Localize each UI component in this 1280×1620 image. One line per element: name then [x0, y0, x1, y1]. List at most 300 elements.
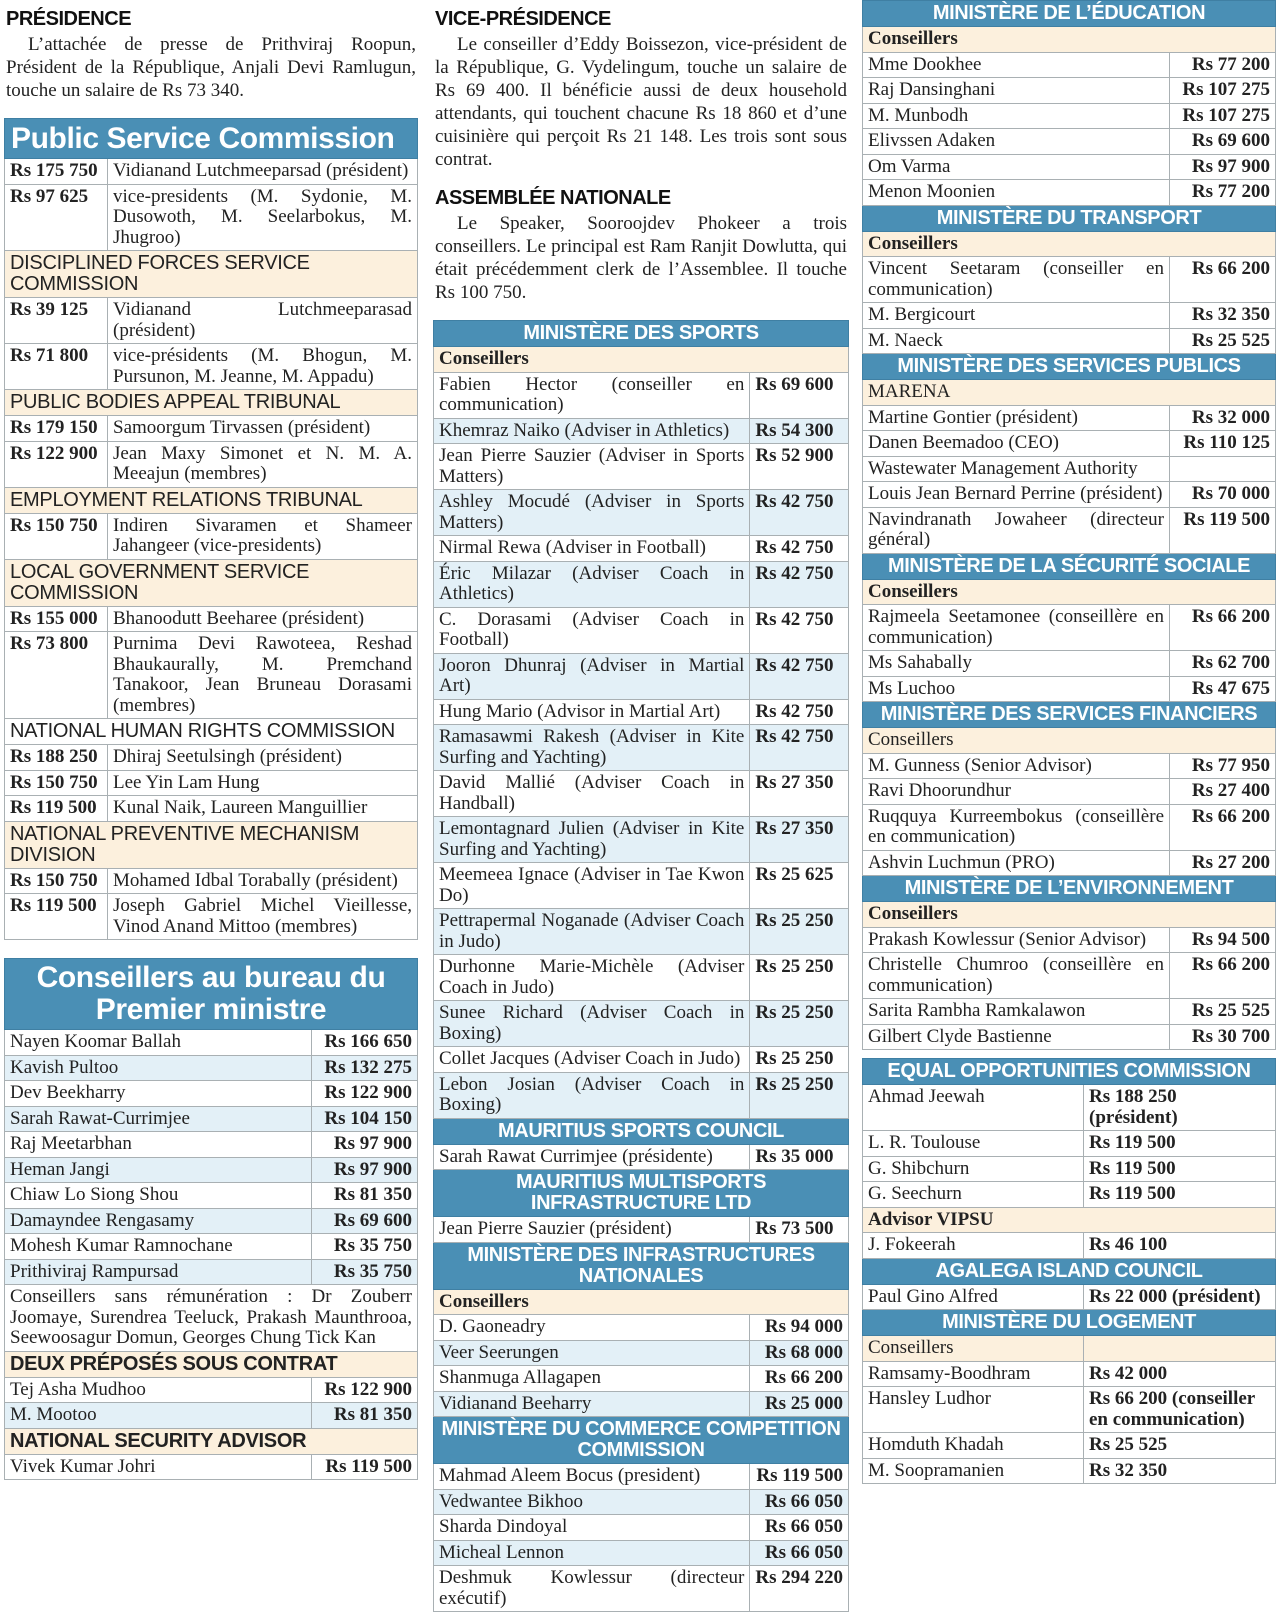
section-header [863, 1, 1276, 27]
table-row [5, 1183, 418, 1209]
table-row [434, 1001, 849, 1047]
table-row [434, 1515, 849, 1541]
salary: Rs 188 250 [5, 745, 108, 771]
salary: Rs 25 525 [1170, 999, 1276, 1025]
table-row [5, 745, 418, 771]
person-name: Menon Moonien [863, 180, 1170, 206]
salary: Rs 150 750 [5, 868, 108, 894]
table-row [863, 850, 1276, 876]
person-name: Heman Jangi [5, 1157, 312, 1183]
person-name: Tej Asha Mudhoo [5, 1377, 312, 1403]
salary: Rs 54 300 [750, 418, 849, 444]
person-name: Pettrapermal Noganade (Adviser Coach in Judo) [434, 909, 750, 955]
salary: Rs 77 200 [1170, 180, 1276, 206]
subheading-row [863, 1207, 1276, 1233]
person-name: Jean Maxy Simonet et N. M. A. Meeajun (membres) [108, 441, 418, 487]
table-row [863, 257, 1276, 303]
salary: Rs 27 200 [1170, 850, 1276, 876]
person-name: Jean Pierre Sauzier (président) [434, 1217, 750, 1243]
table-row [434, 444, 849, 490]
person-name: Joseph Gabriel Michel Vieillesse, Vinod Anand Mittoo (membres) [108, 894, 418, 940]
salary: Rs 104 150 [312, 1106, 418, 1132]
table-row [434, 909, 849, 955]
table-row [434, 1540, 849, 1566]
salary: Rs 46 100 [1084, 1233, 1276, 1259]
table-row [863, 1024, 1276, 1050]
section-row [5, 559, 418, 606]
person-name: Ramasawmi Rakesh (Adviser in Kite Surfing and Yachting) [434, 725, 750, 771]
person-name: Damayndee Rengasamy [5, 1208, 312, 1234]
section-header [434, 321, 849, 347]
table-row [5, 159, 418, 185]
table-row [863, 431, 1276, 457]
table-row [5, 1259, 418, 1285]
person-name: Lemontagnard Julien (Adviser in Kite Surfing and Yachting) [434, 817, 750, 863]
table-row [5, 1055, 418, 1081]
person-name: Ramsamy-Boodhram [863, 1361, 1084, 1387]
subheading-row [863, 380, 1276, 406]
section-row [5, 251, 418, 298]
person-name: Samoorgum Tirvassen (président) [108, 416, 418, 442]
salary: Rs 42 750 [750, 536, 849, 562]
subheading: Conseillers [863, 231, 1276, 257]
subheading: Conseillers [863, 728, 1276, 754]
table-row [434, 561, 849, 607]
section-title: NATIONAL PREVENTIVE MECHANISM DIVISION [5, 821, 418, 868]
salary: Rs 42 750 [750, 607, 849, 653]
salary: Rs 122 900 [5, 441, 108, 487]
person-name: Danen Beemadoo (CEO) [863, 431, 1170, 457]
section-header [434, 1170, 849, 1217]
person-name: Mohesh Kumar Ramnochane [5, 1234, 312, 1260]
salary: Rs 119 500 [1084, 1156, 1276, 1182]
person-name: Dev Beekharry [5, 1081, 312, 1107]
person-name: Nayen Koomar Ballah [5, 1030, 312, 1056]
table-row [434, 817, 849, 863]
article-vice-presidence [433, 8, 849, 171]
salary: Rs 70 000 [1170, 482, 1276, 508]
person-name: Indiren Sivaramen et Shameer Jahangeer (vice-presidents) [108, 513, 418, 559]
salary: Rs 188 250 (président) [1084, 1085, 1276, 1131]
salary: Rs 66 050 [750, 1515, 849, 1541]
table-row [863, 804, 1276, 850]
table-row [5, 894, 418, 940]
table-row [434, 1340, 849, 1366]
person-name: Raj Meetarbhan [5, 1132, 312, 1158]
article-heading: ASSEMBLÉE NATIONALE [435, 187, 671, 209]
section-header [863, 354, 1276, 380]
table-row [434, 1464, 849, 1490]
salary: Rs 66 050 [750, 1540, 849, 1566]
person-name: Navindranath Jowaheer (directeur général) [863, 507, 1170, 553]
person-name: Jooron Dhunraj (Adviser in Martial Art) [434, 653, 750, 699]
table-row [863, 1361, 1276, 1387]
section-header [863, 1258, 1276, 1284]
section-title: MINISTÈRE DES SPORTS [434, 321, 849, 347]
salary: Rs 42 750 [750, 561, 849, 607]
salary: Rs 27 400 [1170, 779, 1276, 805]
table-row [434, 653, 849, 699]
person-name: M. Munbodh [863, 103, 1170, 129]
salary: Rs 66 200 [750, 1366, 849, 1392]
table-row [5, 1157, 418, 1183]
salary: Rs 71 800 [5, 344, 108, 390]
person-name: G. Shibchurn [863, 1156, 1084, 1182]
table-row [5, 1234, 418, 1260]
person-name: M. Naeck [863, 328, 1170, 354]
table-row [5, 416, 418, 442]
table-row [434, 1144, 849, 1170]
table-row [5, 1454, 418, 1480]
table-row [5, 1030, 418, 1056]
section-title: AGALEGA ISLAND COUNCIL [863, 1258, 1276, 1284]
table-row [863, 1284, 1276, 1310]
section-header [434, 1118, 849, 1144]
person-name: Micheal Lennon [434, 1540, 750, 1566]
section-title: MINISTÈRE DE LA SÉCURITÉ SOCIALE [863, 553, 1276, 579]
person-name: Hansley Ludhor [863, 1387, 1084, 1433]
table-row [434, 955, 849, 1001]
salary: Rs 27 350 [750, 771, 849, 817]
table-ministere-de-l-education [862, 0, 1276, 1050]
person-name: Sunee Richard (Adviser Coach in Boxing) [434, 1001, 750, 1047]
person-name: J. Fokeerah [863, 1233, 1084, 1259]
salary: Rs 22 000 (président) [1084, 1284, 1276, 1310]
person-name: M. Soopramanien [863, 1458, 1084, 1484]
table-row [5, 1081, 418, 1107]
section-header [863, 553, 1276, 579]
table-row [5, 441, 418, 487]
salary: Rs 66 200 [1170, 953, 1276, 999]
table-row [434, 536, 849, 562]
article-assemblee-nationale [433, 187, 849, 304]
table-row [434, 1391, 849, 1417]
table-row [5, 770, 418, 796]
table-row [434, 863, 849, 909]
section-title: MINISTÈRE DES SERVICES PUBLICS [863, 354, 1276, 380]
person-name: Mohamed Idbal Torabally (président) [108, 868, 418, 894]
salary: Rs 42 750 [750, 725, 849, 771]
salary: Rs 25 250 [750, 1001, 849, 1047]
person-name: Wastewater Management Authority [863, 456, 1170, 482]
table-row [863, 1131, 1276, 1157]
table-row [434, 418, 849, 444]
table-row [863, 676, 1276, 702]
salary: Rs 66 050 [750, 1489, 849, 1515]
salary: Rs 94 500 [1170, 927, 1276, 953]
subheading-row [434, 1289, 849, 1315]
section-header [434, 1242, 849, 1289]
person-name: Ruqquya Kurreembokus (conseillère en communication) [863, 804, 1170, 850]
person-name: Veer Seerungen [434, 1340, 750, 1366]
section-row [5, 719, 418, 745]
table-row [863, 953, 1276, 999]
table-row [863, 999, 1276, 1025]
section-header [863, 876, 1276, 902]
person-name: Mme Dookhee [863, 52, 1170, 78]
section-title: PUBLIC BODIES APPEAL TRIBUNAL [5, 390, 418, 416]
person-name: Kunal Naik, Laureen Manguillier [108, 796, 418, 822]
salary: Rs 122 900 [312, 1081, 418, 1107]
table-row [5, 1208, 418, 1234]
salary: Rs 77 200 [1170, 52, 1276, 78]
section-header [863, 1059, 1276, 1085]
person-name: Gilbert Clyde Bastienne [863, 1024, 1170, 1050]
subheading: Conseillers [434, 347, 849, 373]
salary: Rs 25 250 [750, 1072, 849, 1118]
salary: Rs 97 900 [312, 1157, 418, 1183]
section-title: MINISTÈRE DU LOGEMENT [863, 1310, 1276, 1336]
salary: Rs 42 750 [750, 653, 849, 699]
salary: Rs 73 800 [5, 632, 108, 719]
salary: Rs 35 750 [312, 1234, 418, 1260]
table-row [863, 405, 1276, 431]
salary: Rs 42 750 [750, 699, 849, 725]
table-title-row [5, 959, 418, 1030]
salary: Rs 150 750 [5, 770, 108, 796]
person-name: Bhanoodutt Beeharee (président) [108, 606, 418, 632]
table-row [863, 1387, 1276, 1433]
subheading-row [863, 902, 1276, 928]
section-row [5, 1351, 418, 1377]
person-name: Homduth Khadah [863, 1433, 1084, 1459]
note: Conseillers sans rémunération : Dr Zouberr Joomaye, Surendrea Teeluck, Prakash Maunthrooa, Seewoosagur Domun, Georges Chung Tick Kan [5, 1285, 418, 1352]
salary: Rs 107 275 [1170, 78, 1276, 104]
article-body: L’attachée de presse de Prithviraj Roopun, Président de la République, Anjali Devi Ramlugun, touche un salaire de Rs 73 340. [6, 34, 416, 101]
table-row [5, 868, 418, 894]
salary: Rs 25 250 [750, 955, 849, 1001]
article-heading: VICE-PRÉSIDENCE [435, 8, 611, 30]
table-row [863, 779, 1276, 805]
salary: Rs 30 700 [1170, 1024, 1276, 1050]
table-row [5, 796, 418, 822]
article-body: Le conseiller d’Eddy Boissezon, vice-président de la République, G. Vydelingum, touche un salaire de Rs 69 400. Il bénéficie aussi de deux household attendants, qui touchent chacune Rs 18 860 et d’une cuisinière qui perçoit Rs 21 148. Les trois sont sous contrat. [435, 34, 847, 170]
salary: Rs 25 250 [750, 1047, 849, 1073]
table-row [863, 1458, 1276, 1484]
person-name: Lee Yin Lam Hung [108, 770, 418, 796]
table-ministere-des-sports [433, 320, 849, 1612]
person-name: Vincent Seetaram (conseiller en communication) [863, 257, 1170, 303]
table-row [434, 1566, 849, 1612]
subheading-row [863, 231, 1276, 257]
person-name: Sarita Rambha Ramkalawon [863, 999, 1170, 1025]
salary: Rs 107 275 [1170, 103, 1276, 129]
table-row [863, 1233, 1276, 1259]
salary: Rs 119 500 [1084, 1131, 1276, 1157]
table-title: Public Service Commission [5, 119, 418, 159]
person-name: Vidianand Lutchmeeparsad (président) [108, 159, 418, 185]
person-name: M. Gunness (Senior Advisor) [863, 753, 1170, 779]
table-row [863, 1433, 1276, 1459]
section-row [5, 390, 418, 416]
subheading: Conseillers [434, 1289, 849, 1315]
person-name: Sharda Dindoyal [434, 1515, 750, 1541]
salary: Rs 81 350 [312, 1403, 418, 1429]
salary: Rs 68 000 [750, 1340, 849, 1366]
person-name: Dhiraj Seetulsingh (président) [108, 745, 418, 771]
person-name: Mahmad Aleem Bocus (president) [434, 1464, 750, 1490]
salary: Rs 27 350 [750, 817, 849, 863]
subheading-row [863, 579, 1276, 605]
salary: Rs 66 200 [1170, 804, 1276, 850]
salary: Rs 175 750 [5, 159, 108, 185]
salary: Rs 179 150 [5, 416, 108, 442]
subheading-row [863, 27, 1276, 53]
article-heading: PRÉSIDENCE [6, 8, 132, 30]
table-row [863, 103, 1276, 129]
person-name: Ms Luchoo [863, 676, 1170, 702]
salary: Rs 25 000 [750, 1391, 849, 1417]
subheading-row [434, 347, 849, 373]
table-row [434, 699, 849, 725]
person-name: Elivssen Adaken [863, 129, 1170, 155]
table-row [863, 1156, 1276, 1182]
salary: Rs 150 750 [5, 513, 108, 559]
person-name: Vivek Kumar Johri [5, 1454, 312, 1480]
section-title: MINISTÈRE DU COMMERCE COMPETITION COMMISSION [434, 1417, 849, 1464]
salary: Rs 69 600 [1170, 129, 1276, 155]
person-name: Martine Gontier (président) [863, 405, 1170, 431]
table-row [434, 490, 849, 536]
salary: Rs 32 350 [1084, 1458, 1276, 1484]
salary: Rs 97 625 [5, 184, 108, 251]
column-left [4, 0, 418, 1488]
salary: Rs 94 000 [750, 1315, 849, 1341]
person-name: Collet Jacques (Adviser Coach in Judo) [434, 1047, 750, 1073]
table-conseillers-au-bureau-du-premier-ministre [4, 958, 418, 1480]
person-name: D. Gaoneadry [434, 1315, 750, 1341]
salary: Rs 32 350 [1170, 303, 1276, 329]
salary: Rs 25 625 [750, 863, 849, 909]
salary: Rs 155 000 [5, 606, 108, 632]
table-row [863, 507, 1276, 553]
article-body: Le Speaker, Sooroojdev Phokeer a trois conseillers. Le principal est Ram Ranjit Dowlutta, qui était précédemment clerk de l’Assemblee. Il touche Rs 100 750. [435, 213, 847, 303]
person-name: Sarah Rawat-Currimjee [5, 1106, 312, 1132]
salary: Rs 81 350 [312, 1183, 418, 1209]
note-row [5, 1285, 418, 1352]
section-title: LOCAL GOVERNMENT SERVICE COMMISSION [5, 559, 418, 606]
table-row [434, 1047, 849, 1073]
section-header [863, 205, 1276, 231]
person-name: Chiaw Lo Siong Shou [5, 1183, 312, 1209]
table-title: Conseillers au bureau du Premier ministre [5, 959, 418, 1030]
salary: Rs 25 525 [1170, 328, 1276, 354]
person-name: Sarah Rawat Currimjee (présidente) [434, 1144, 750, 1170]
section-title: MINISTÈRE DE L’ENVIRONNEMENT [863, 876, 1276, 902]
table-row [5, 184, 418, 251]
salary: Rs 119 500 [1170, 507, 1276, 553]
table-row [863, 328, 1276, 354]
salary: Rs 294 220 [750, 1566, 849, 1612]
person-name: Louis Jean Bernard Perrine (président) [863, 482, 1170, 508]
table-row [5, 632, 418, 719]
person-name: Jean Pierre Sauzier (Adviser in Sports Matters) [434, 444, 750, 490]
person-name: Ravi Dhoorundhur [863, 779, 1170, 805]
salary: Rs 35 750 [312, 1259, 418, 1285]
table-row [434, 1072, 849, 1118]
salary: Rs 119 500 [750, 1464, 849, 1490]
salary: Rs 47 675 [1170, 676, 1276, 702]
table-row [5, 1106, 418, 1132]
person-name: Meemeea Ignace (Adviser in Tae Kwon Do) [434, 863, 750, 909]
salary [1170, 456, 1276, 482]
salary: Rs 25 525 [1084, 1433, 1276, 1459]
table-row [863, 482, 1276, 508]
salary: Rs 42 000 [1084, 1361, 1276, 1387]
empty-cell [1084, 1336, 1276, 1362]
section-title: MINISTÈRE DES SERVICES FINANCIERS [863, 702, 1276, 728]
person-name: David Mallié (Adviser Coach in Handball) [434, 771, 750, 817]
table-row [863, 927, 1276, 953]
subheading-row [863, 1336, 1276, 1362]
table-row [434, 1217, 849, 1243]
table-row [5, 1403, 418, 1429]
salary: Rs 97 900 [312, 1132, 418, 1158]
salary: Rs 119 500 [1084, 1182, 1276, 1208]
salary: Rs 66 200 [1170, 257, 1276, 303]
person-name: Fabien Hector (conseiller en communication) [434, 372, 750, 418]
section-header [863, 702, 1276, 728]
section-title: MINISTÈRE DE L’ÉDUCATION [863, 1, 1276, 27]
person-name: Ashley Mocudé (Adviser in Sports Matters) [434, 490, 750, 536]
person-name: Purnima Devi Rawoteea, Reshad Bhaukaurally, M. Premchand Tanakoor, Jean Bruneau Dorasami (membres) [108, 632, 418, 719]
salary: Rs 119 500 [312, 1454, 418, 1480]
person-name: Prithiviraj Rampursad [5, 1259, 312, 1285]
table-row [434, 607, 849, 653]
subheading: Conseillers [863, 902, 1276, 928]
table-row [434, 771, 849, 817]
person-name: vice-présidents (M. Bhogun, M. Pursunon, M. Jeanne, M. Appadu) [108, 344, 418, 390]
section-row [5, 487, 418, 513]
table-row [863, 753, 1276, 779]
section-title: MAURITIUS SPORTS COUNCIL [434, 1118, 849, 1144]
salary: Rs 66 200 (conseiller en communication) [1084, 1387, 1276, 1433]
salary: Rs 62 700 [1170, 651, 1276, 677]
salary: Rs 166 650 [312, 1030, 418, 1056]
person-name: Paul Gino Alfred [863, 1284, 1084, 1310]
salary: Rs 110 125 [1170, 431, 1276, 457]
person-name: Nirmal Rewa (Adviser in Football) [434, 536, 750, 562]
person-name: Kavish Pultoo [5, 1055, 312, 1081]
table-row [863, 651, 1276, 677]
table-row [863, 1182, 1276, 1208]
person-name: Ahmad Jeewah [863, 1085, 1084, 1131]
section-title: DISCIPLINED FORCES SERVICE COMMISSION [5, 251, 418, 298]
person-name: Rajmeela Seetamonee (conseillère en communication) [863, 605, 1170, 651]
person-name: Vidianand Beeharry [434, 1391, 750, 1417]
section-title: MINISTÈRE DES INFRASTRUCTURES NATIONALES [434, 1242, 849, 1289]
section-title: MAURITIUS MULTISPORTS INFRASTRUCTURE LTD [434, 1170, 849, 1217]
table-row [434, 1315, 849, 1341]
person-name: Christelle Chumroo (conseillère en communication) [863, 953, 1170, 999]
subheading: Conseillers [863, 27, 1276, 53]
salary: Rs 25 250 [750, 909, 849, 955]
person-name: vice-presidents (M. Sydonie, M. Dusowoth, M. Seelarbokus, M. Jhugroo) [108, 184, 418, 251]
person-name: Vidianand Lutchmeeparasad (président) [108, 298, 418, 344]
section-header [863, 1310, 1276, 1336]
section-row [5, 1428, 418, 1454]
salary: Rs 39 125 [5, 298, 108, 344]
table-row [434, 725, 849, 771]
table-row [863, 1085, 1276, 1131]
salary: Rs 69 600 [312, 1208, 418, 1234]
subheading: MARENA [863, 380, 1276, 406]
person-name: Prakash Kowlessur (Senior Advisor) [863, 927, 1170, 953]
person-name: Om Varma [863, 154, 1170, 180]
subheading: Conseillers [863, 579, 1276, 605]
section-title: MINISTÈRE DU TRANSPORT [863, 205, 1276, 231]
section-row [5, 821, 418, 868]
